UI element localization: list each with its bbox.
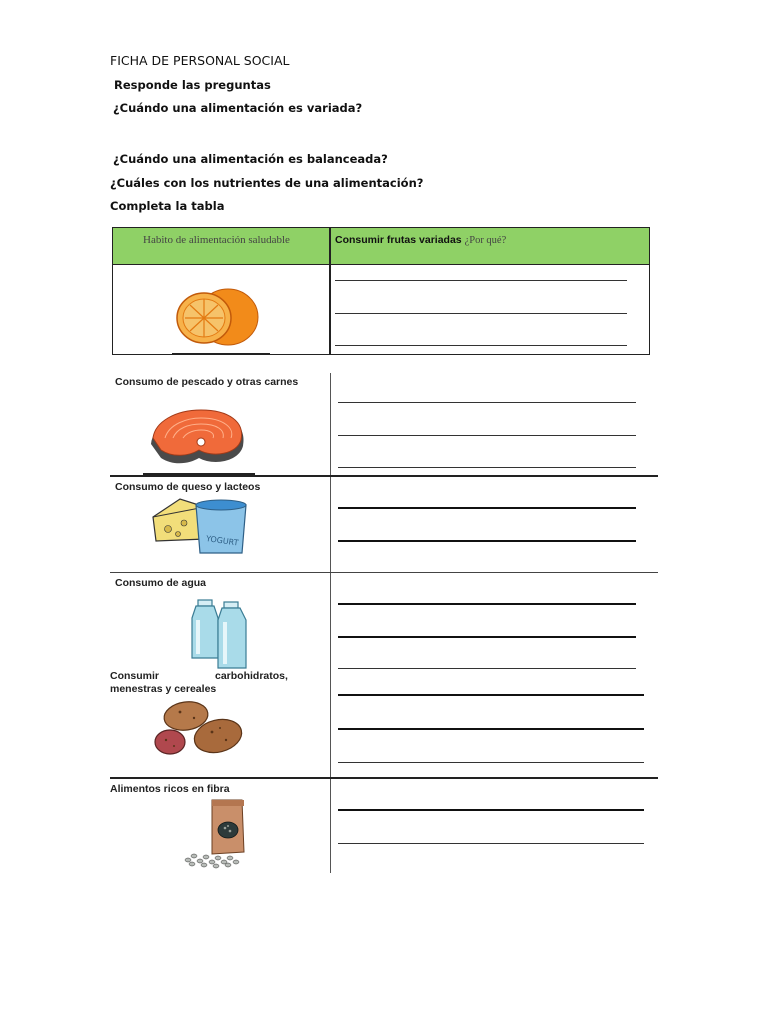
row-divider — [110, 475, 658, 477]
water-bottles-icon — [188, 598, 252, 670]
answer-line[interactable] — [338, 809, 644, 811]
answer-line[interactable] — [338, 728, 644, 730]
table-divider — [329, 228, 331, 354]
answer-line[interactable] — [338, 762, 644, 763]
row-label-queso: Consumo de queso y lacteos — [115, 481, 261, 493]
answer-line[interactable] — [338, 603, 636, 605]
row-label-carbohidratos-1b: carbohidratos, — [215, 670, 288, 682]
table-header — [113, 228, 649, 265]
row-label-pescado: Consumo de pescado y otras carnes — [115, 376, 299, 388]
header-fruits-bold: Consumir frutas variadas — [335, 234, 462, 246]
column-divider — [330, 373, 331, 873]
header-habit: Habito de alimentación saludable — [143, 234, 290, 246]
potatoes-icon — [150, 698, 246, 758]
row-label-fibra: Alimentos ricos en fibra — [110, 783, 230, 795]
answer-line[interactable] — [338, 467, 636, 468]
question-balanceada: ¿Cuándo una alimentación es balanceada? — [113, 152, 388, 166]
answer-line[interactable] — [338, 402, 636, 403]
cheese-yogurt-icon — [150, 495, 250, 557]
page-title: FICHA DE PERSONAL SOCIAL — [110, 53, 290, 68]
answer-line[interactable] — [338, 540, 636, 542]
row-label-carbohidratos-1: Consumir — [110, 670, 160, 682]
complete-table-text: Completa la tabla — [110, 199, 225, 213]
row-divider — [110, 572, 658, 573]
question-variada: ¿Cuándo una alimentación es variada? — [113, 101, 363, 115]
row-divider — [110, 777, 658, 779]
answer-line[interactable] — [335, 345, 627, 346]
row-label-carbohidratos-2: menestras y cereales — [110, 683, 217, 695]
answer-line[interactable] — [338, 843, 644, 844]
header-fruits — [335, 234, 506, 246]
answer-line[interactable] — [338, 694, 644, 696]
row-label-agua: Consumo de agua — [115, 577, 207, 589]
fiber-bag-icon — [180, 798, 246, 870]
answer-line[interactable] — [335, 313, 627, 314]
answer-line[interactable] — [338, 668, 636, 669]
image-underline — [172, 353, 270, 355]
answer-line[interactable] — [335, 280, 627, 281]
answer-line[interactable] — [338, 636, 636, 638]
answer-line[interactable] — [338, 507, 636, 509]
fish-steak-icon — [143, 404, 253, 472]
answer-line[interactable] — [338, 435, 636, 436]
question-nutrientes: ¿Cuáles con los nutrientes de una alimentación? — [110, 176, 424, 190]
header-why: ¿Por qué? — [464, 235, 507, 246]
yogurt-label: YOGURT — [205, 534, 240, 548]
orange-icon — [170, 284, 270, 350]
instruction-text: Responde las preguntas — [114, 78, 271, 92]
